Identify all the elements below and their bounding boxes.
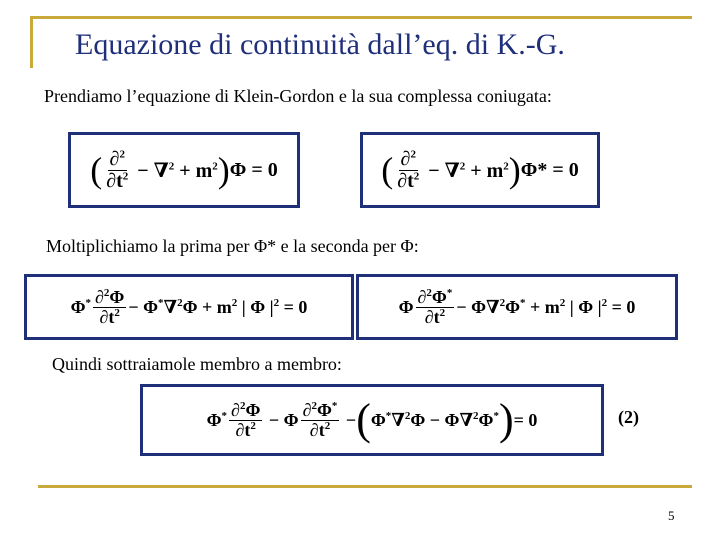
page-number: 5	[668, 508, 675, 523]
kg-equation-box	[68, 132, 300, 208]
top-accent-bar	[30, 16, 692, 19]
difference-equation-box	[140, 384, 604, 456]
equation-number: (2)	[618, 407, 639, 427]
difference-equation: Φ* $\frac{\partial^2\Phi}{\partial t^2}$ − Φ $\frac{\partial^2\Phi^*}{\partial t^2}$ − ( Φ*∇$^2$Φ − Φ∇$^2$Φ* ) = 0	[206, 395, 538, 444]
multiplied-conjugate-equation-box	[356, 274, 678, 340]
bottom-accent-bar	[38, 485, 692, 488]
multiplied-conjugate-equation: Φ $\frac{\partial^2\Phi^*}{\partial t^2}$ − $\Phi\nabla^2\Phi^* + m^2$ | Φ $|^2 = 0$	[398, 286, 636, 327]
intro-text: Prendiamo l’equazione di Klein-Gordon e la sua complessa coniugata:	[44, 86, 552, 106]
multiply-text: Moltiplichiamo la prima per Φ* e la seconda per Φ:	[46, 236, 419, 256]
multiplied-equation: Φ* $\frac{\partial^2\Phi}{\partial t^2}$ − $\Phi^*\nabla^2\Phi + m^2$ | Φ $|^2 = 0$	[70, 286, 308, 327]
kg-conjugate-equation-box	[360, 132, 600, 208]
subtract-text: Quindi sottraiamole membro a membro:	[52, 354, 342, 374]
kg-equation: ( $\frac{\partial^2}{\partial t^2}$ − $\nabla^2 + m^2$ ) Φ = 0	[90, 147, 278, 192]
multiplied-equation-box	[24, 274, 354, 340]
slide-title: Equazione di continuità dall’eq. di K.-G.	[75, 28, 565, 61]
kg-conjugate-equation: ( $\frac{\partial^2}{\partial t^2}$ − $\nabla^2 + m^2$ ) Φ* = 0	[381, 147, 579, 192]
left-accent-bar	[30, 16, 33, 68]
